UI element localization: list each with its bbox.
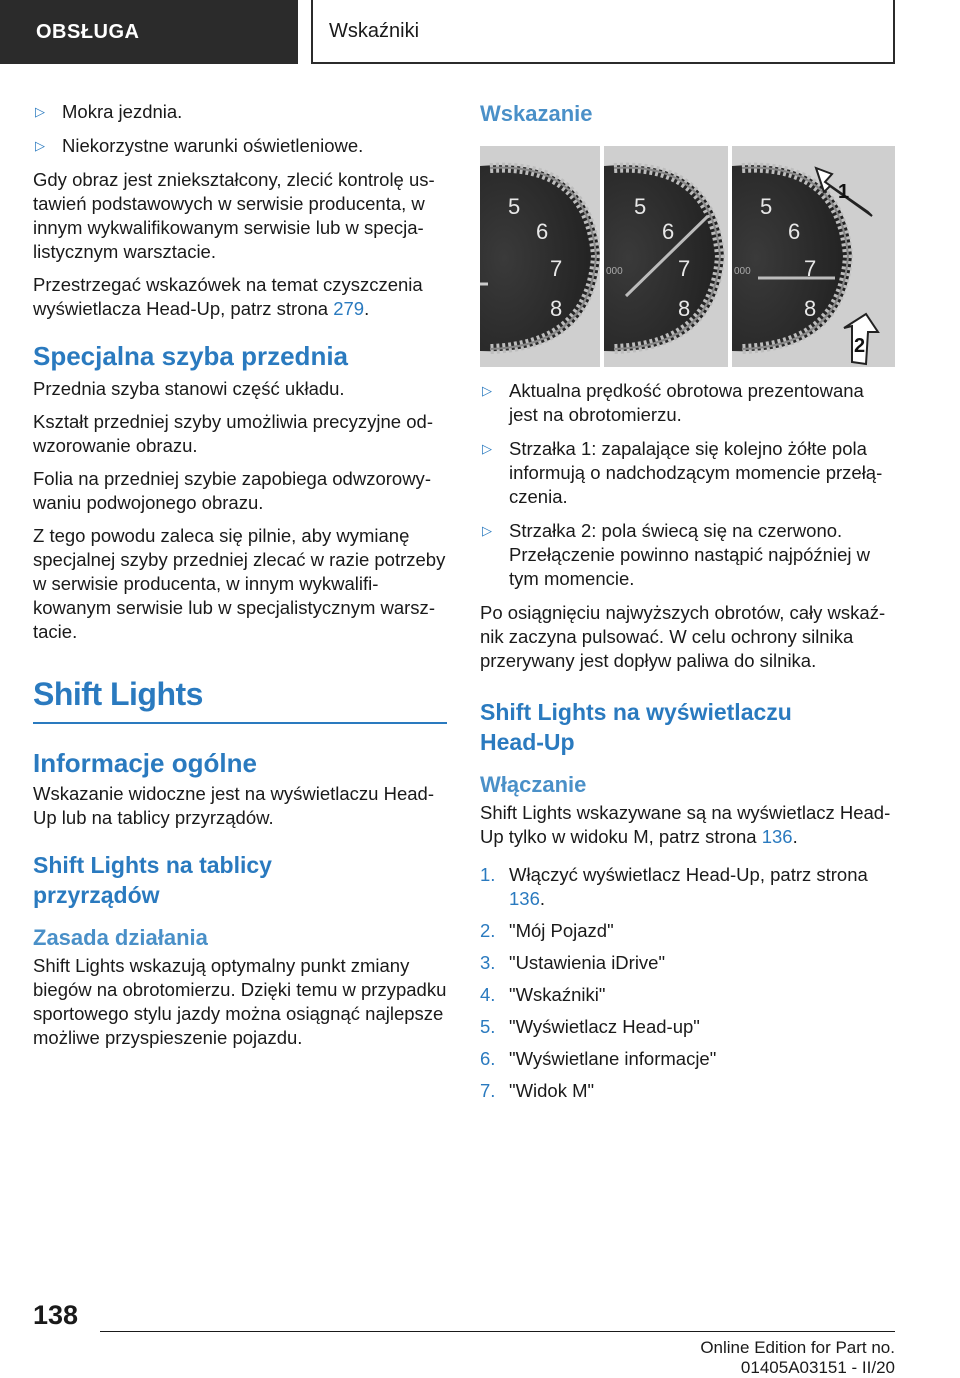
page-link[interactable]: 136 bbox=[761, 826, 793, 847]
dial-panel-1 bbox=[480, 146, 600, 367]
chapter-header bbox=[311, 0, 895, 64]
triangle-bullet-icon: ▷ bbox=[482, 441, 492, 456]
svg-text:8: 8 bbox=[550, 296, 563, 321]
edition-note: Online Edition for Part no. 01405A03151 - II/20 bbox=[700, 1338, 895, 1377]
right-column bbox=[480, 100, 894, 1111]
tachometer-figure bbox=[480, 146, 895, 367]
heading-cluster: Shift Lights na tablicy przyrządów bbox=[33, 852, 272, 908]
page-link[interactable]: 136 bbox=[509, 888, 540, 909]
paragraph: Po osiągnięciu najwyższych obrotów, cały wskaźnik zaczyna pulsować. W celu ochrony silnika przerywany jest dopływ paliwa do silnika. bbox=[480, 602, 886, 671]
paragraph: Folia na przedniej szybie zapobiega odwzorowywaniu podwojonego obrazu. bbox=[33, 468, 431, 513]
triangle-bullet-icon: ▷ bbox=[35, 104, 45, 119]
svg-text:7: 7 bbox=[550, 256, 563, 281]
paragraph: Z tego powodu zaleca się pilnie, aby wymianę specjalnej szyby przedniej zlecać w razie potrzeby w serwisie producenta, w innym wykwalifikowanym serwisie lub w specjalistycznym warsztacie. bbox=[33, 525, 446, 642]
svg-text:8: 8 bbox=[678, 296, 691, 321]
list-item: ▷ Aktualna prędkość obrotowa prezentowana jest na obrotomierzu. bbox=[482, 380, 864, 425]
section-title: OBSŁUGA bbox=[36, 20, 140, 43]
list-item: ▷ Strzałka 2: pola świecą się na czerwono. Przełączenie powinno nastąpić najpóźniej w tym momencie. bbox=[482, 520, 870, 589]
svg-text:5: 5 bbox=[760, 194, 773, 219]
paragraph: Kształt przedniej szyby umożliwia precyzyjne odwzorowanie obrazu. bbox=[33, 411, 433, 456]
chapter-title: Wskaźniki bbox=[329, 19, 420, 42]
steps-list bbox=[480, 863, 894, 1103]
list-item: 6. "Wyświetlane informacje" bbox=[480, 1048, 717, 1069]
footer-rule bbox=[100, 1331, 895, 1332]
svg-text:6: 6 bbox=[788, 219, 801, 244]
paragraph: Shift Lights wskazywane są na wyświetlacz Head-Up tylko w widoku M, patrz strona 136. bbox=[480, 802, 891, 847]
heading-windshield: Specjalna szyba przednia bbox=[33, 341, 349, 371]
list-item: ▷ Niekorzystne warunki oświetleniowe. bbox=[35, 135, 364, 156]
heading-enable: Włączanie bbox=[480, 772, 587, 797]
heading-rule bbox=[33, 722, 447, 724]
svg-text:6: 6 bbox=[662, 219, 675, 244]
svg-text:5: 5 bbox=[508, 194, 521, 219]
left-column bbox=[33, 100, 447, 1059]
heading-indication: Wskazanie bbox=[480, 101, 593, 126]
section-tab bbox=[0, 0, 298, 64]
heading-general-info: Informacje ogólne bbox=[33, 748, 257, 778]
heading-shift-lights: Shift Lights bbox=[33, 676, 203, 712]
indication-list bbox=[480, 379, 894, 591]
list-item: 2. "Mój Pojazd" bbox=[480, 920, 614, 941]
tachometer-illustration bbox=[480, 146, 895, 367]
svg-text:6: 6 bbox=[536, 219, 549, 244]
page-link[interactable]: 279 bbox=[333, 298, 365, 319]
svg-text:1: 1 bbox=[838, 181, 850, 203]
svg-text:000: 000 bbox=[734, 266, 751, 277]
triangle-bullet-icon: ▷ bbox=[482, 383, 492, 398]
paragraph: Przestrzegać wskazówek na temat czyszczenia wyświetlacza Head-Up, patrz strona 279. bbox=[33, 274, 423, 319]
list-item: 7. "Widok M" bbox=[480, 1080, 595, 1101]
page-number: 138 bbox=[33, 1300, 79, 1330]
dial-panel-2 bbox=[604, 146, 728, 367]
paragraph: Gdy obraz jest zniekształcony, zlecić kontrolę ustawień podstawowych w serwisie producenta, w innym wykwalifikowanym serwisie lub w specjalistycznym warsztacie. bbox=[33, 169, 435, 262]
svg-text:7: 7 bbox=[678, 256, 691, 281]
triangle-bullet-icon: ▷ bbox=[482, 523, 492, 538]
list-item: 5. "Wyświetlacz Head-up" bbox=[480, 1016, 700, 1037]
dial-panel-3 bbox=[732, 146, 895, 367]
paragraph: Shift Lights wskazują optymalny punkt zmiany biegów na obrotomierzu. Dzięki temu w przypadku sportowego stylu jazdy można osiągnąć najlepsze możliwe przyspieszenie pojazdu. bbox=[33, 955, 447, 1048]
list-item: 4. "Wskaźniki" bbox=[480, 984, 606, 1005]
heading-hud: Shift Lights na wyświetlaczu Head-Up bbox=[480, 699, 792, 755]
svg-text:7: 7 bbox=[804, 256, 817, 281]
triangle-bullet-icon: ▷ bbox=[35, 138, 45, 153]
svg-text:2: 2 bbox=[854, 335, 866, 357]
heading-principle: Zasada działania bbox=[33, 925, 208, 950]
list-item: ▷ Mokra jezdnia. bbox=[35, 101, 183, 122]
svg-text:8: 8 bbox=[804, 296, 817, 321]
paragraph: Wskazanie widoczne jest na wyświetlaczu Head-Up lub na tablicy przyrządów. bbox=[33, 783, 435, 828]
svg-text:5: 5 bbox=[634, 194, 647, 219]
list-item: 1. Włączyć wyświetlacz Head-Up, patrz strona 136. bbox=[480, 864, 868, 909]
paragraph: Przednia szyba stanowi część układu. bbox=[33, 378, 345, 399]
svg-text:000: 000 bbox=[606, 266, 623, 277]
conditions-list bbox=[33, 100, 447, 158]
list-item: 3. "Ustawienia iDrive" bbox=[480, 952, 666, 973]
list-item: ▷ Strzałka 1: zapalające się kolejno żółte pola informują o nadchodzącym momencie przełączenia. bbox=[482, 438, 883, 507]
